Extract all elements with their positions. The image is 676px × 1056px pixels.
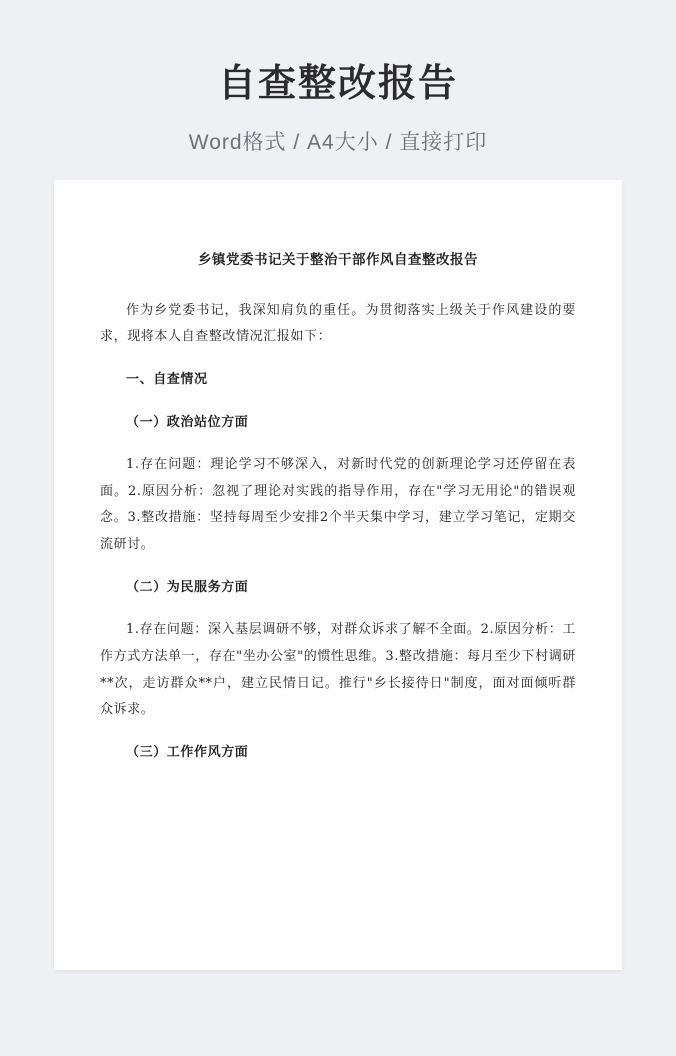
document-paragraph: 1.存在问题：深入基层调研不够，对群众诉求了解不全面。2.原因分析：工作方式方法单一，存在"坐办公室"的惯性思维。3.整改措施：每月至少下村调研**次，走访群众**户，建立民情日记。推行"乡长接待日"制度，面对面倾听群众诉求。: [100, 622, 576, 718]
document-title: 乡镇党委书记关于整治干部作风自查整改报告: [198, 252, 478, 268]
page-header: [0, 0, 676, 156]
document-heading: （一）政治站位方面: [126, 414, 249, 430]
page-subtitle: Word格式 / A4大小 / 直接打印: [188, 130, 488, 154]
document-preview-sheet[interactable]: [54, 180, 622, 970]
document-paragraph: 1.存在问题：理论学习不够深入，对新时代党的创新理论学习还停留在表面。2.原因分析：忽视了理论对实践的指导作用，存在"学习无用论"的错误观念。3.整改措施：坚持每周至少安排2个半天集中学习，建立学习笔记，定期交流研讨。: [100, 457, 576, 553]
document-bottom-spacer: [100, 783, 576, 823]
document-heading: （二）为民服务方面: [126, 579, 249, 595]
page-title: 自查整改报告: [217, 63, 458, 105]
document-paragraph: 作为乡党委书记，我深知肩负的重任。为贯彻落实上级关于作风建设的要求，现将本人自查整改情况汇报如下：: [100, 302, 576, 345]
document-body: [100, 298, 576, 767]
document-heading: 一、自查情况: [126, 371, 208, 387]
document-heading: （三）工作作风方面: [126, 744, 249, 760]
